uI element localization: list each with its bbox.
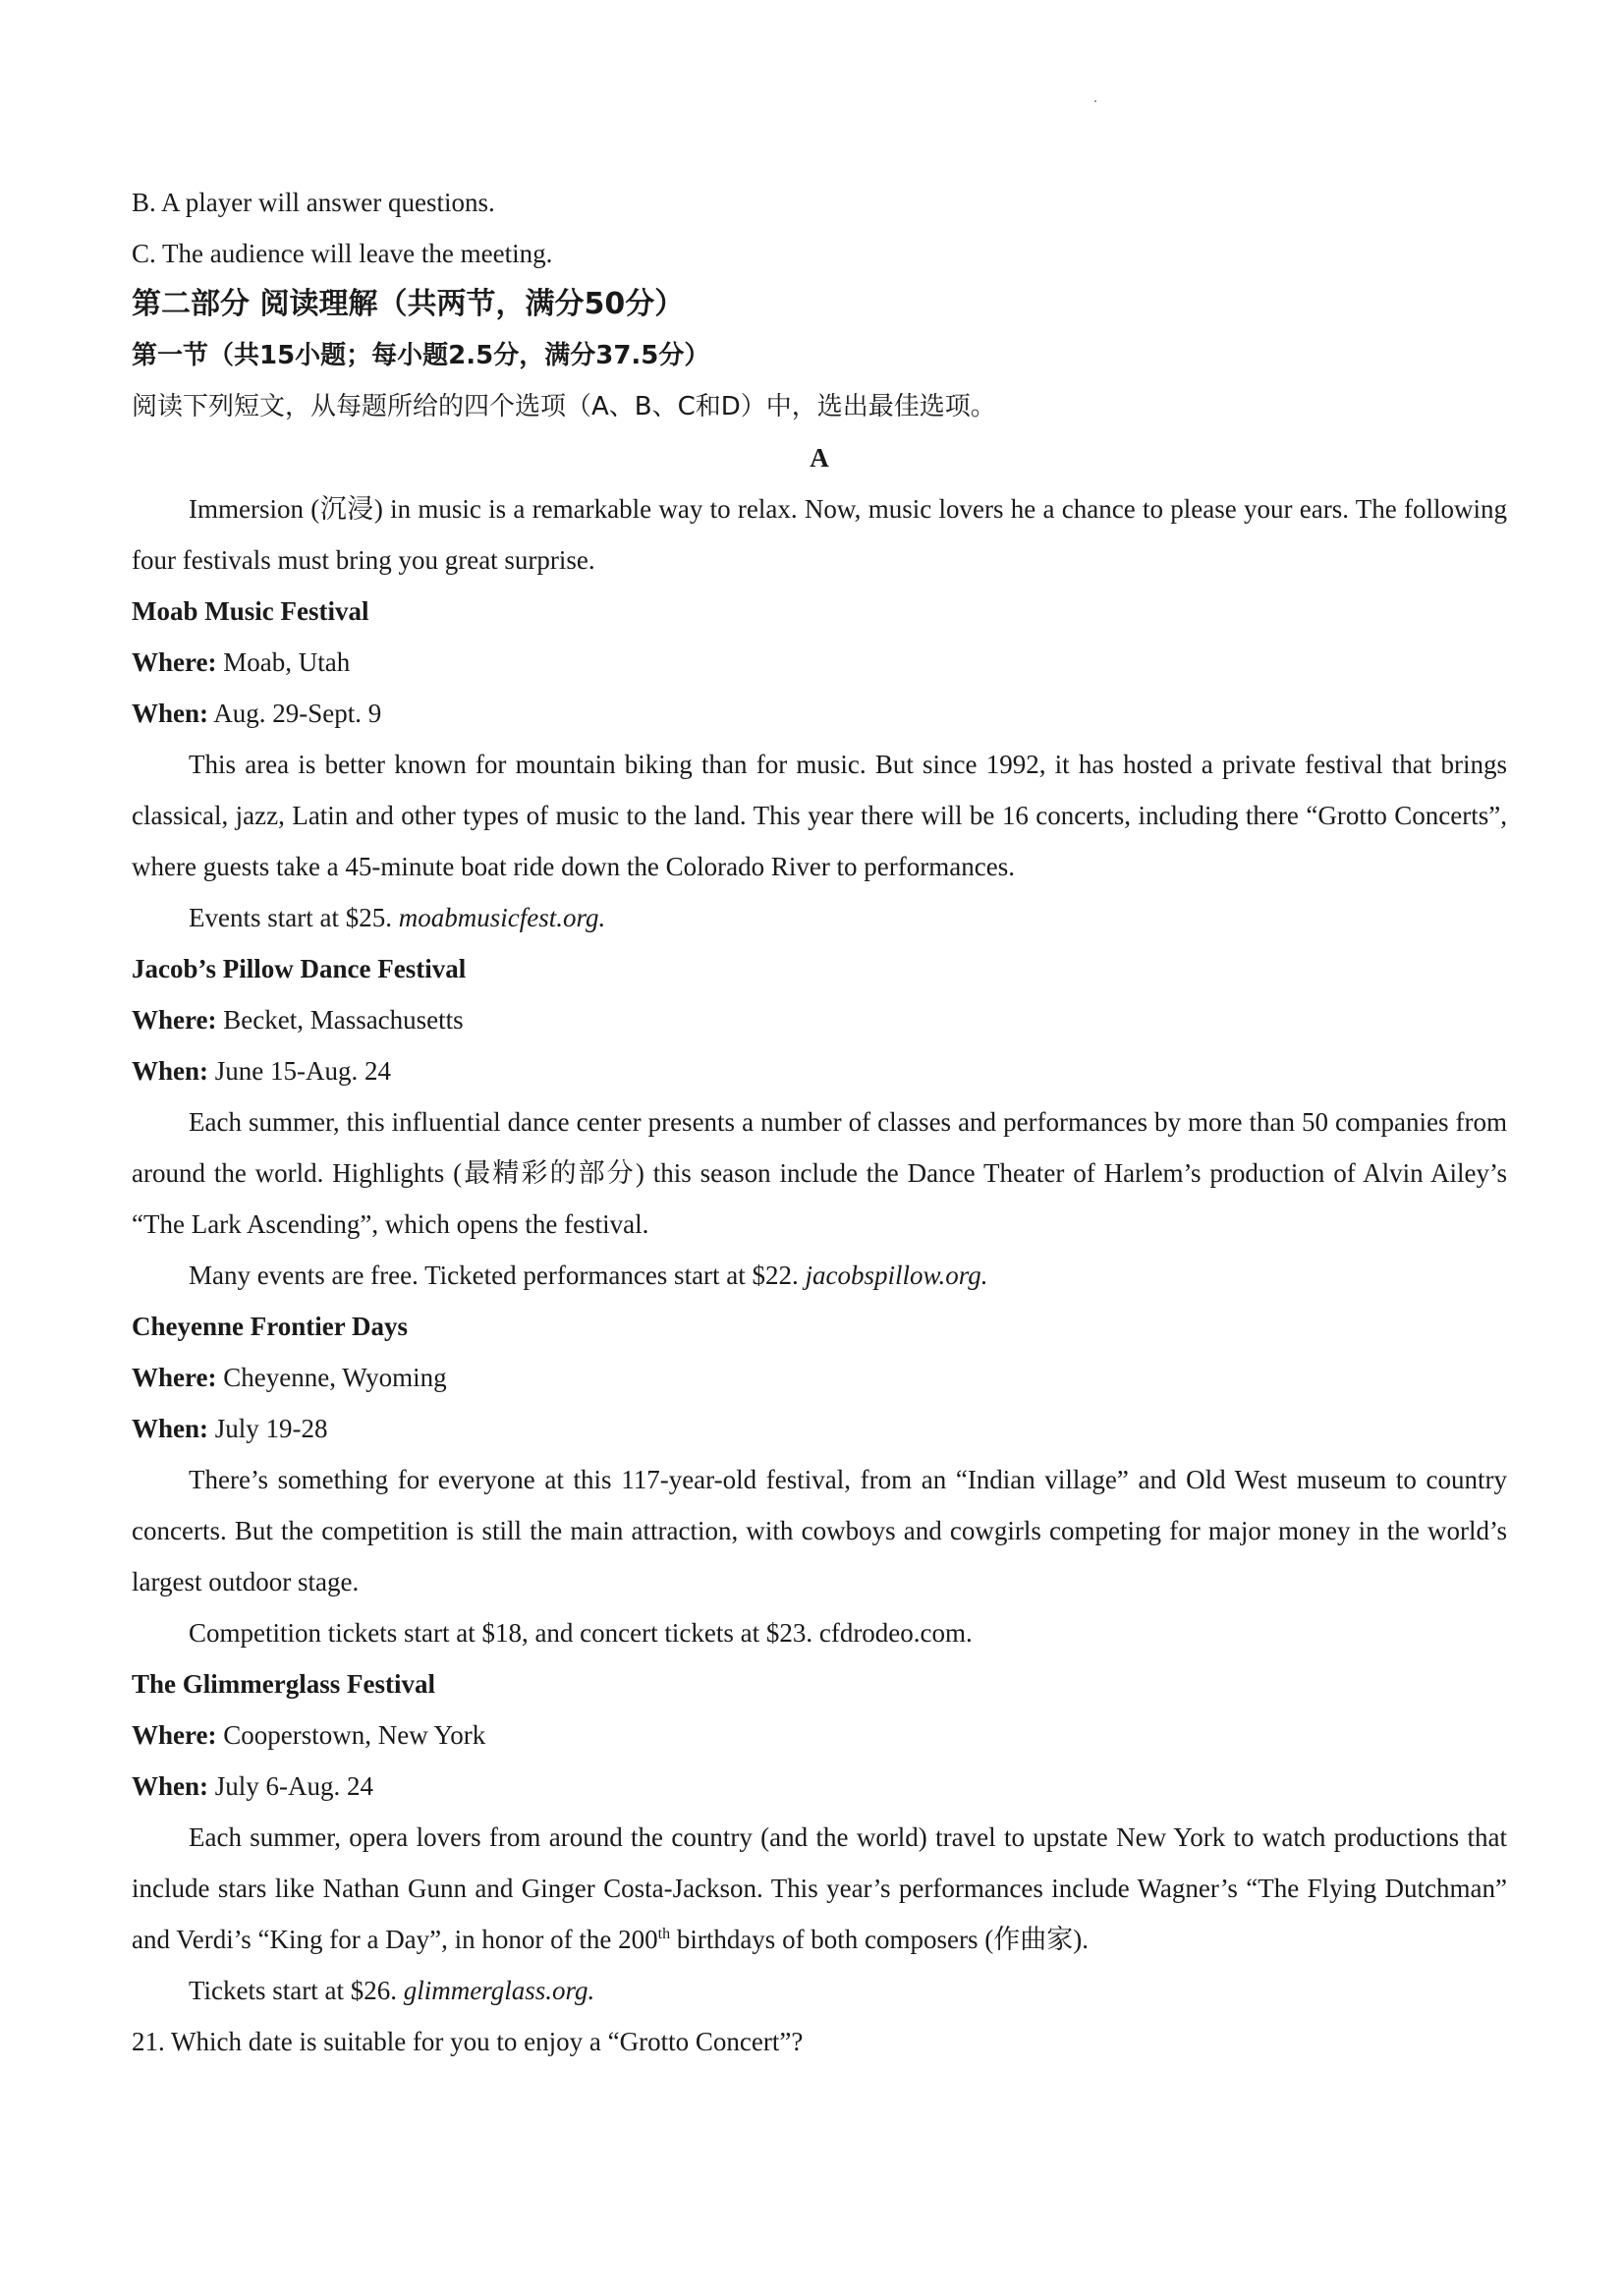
option-c: C. The audience will leave the meeting. <box>132 239 553 268</box>
festival-when <box>132 1403 1507 1454</box>
question-21: 21. Which date is suitable for you to enjoy a “Grotto Concert”? <box>132 2027 804 2056</box>
when-value: July 6-Aug. 24 <box>214 1771 374 1801</box>
festival-description: Each summer, this influential dance center presents a number of classes and performances by more than 50 companies from around the world. Highlights (最精彩的部分) this season include the Dance Theater of Harlem’s production of Alvin Ailey’s “The Lark Ascending”, which opens the festival. <box>132 1107 1507 1239</box>
part-two-heading: 第二部分 阅读理解（共两节，满分50分） <box>132 287 685 321</box>
ticket-info: Many events are free. Ticketed performances start at $22. <box>189 1260 799 1290</box>
festival-title: The Glimmerglass Festival <box>132 1669 435 1699</box>
festival-website: jacobspillow.org. <box>805 1260 988 1290</box>
festival-website: glimmerglass.org. <box>403 1976 595 2005</box>
festival-where <box>132 1709 1507 1761</box>
when-value: Aug. 29-Sept. 9 <box>213 699 382 728</box>
where-label: Where: <box>132 1005 217 1035</box>
section-one-heading: 第一节（共15小题；每小题2.5分，满分37.5分） <box>132 341 710 370</box>
festival-when <box>132 688 1507 739</box>
festival-title: Jacob’s Pillow Dance Festival <box>132 954 467 983</box>
festival-where <box>132 637 1507 688</box>
festival-when <box>132 1045 1507 1096</box>
festival-tickets <box>132 1607 1507 1658</box>
when-label: When: <box>132 1056 209 1086</box>
festival-tickets <box>132 892 1507 943</box>
when-label: When: <box>132 1771 209 1801</box>
festival-title: Cheyenne Frontier Days <box>132 1312 408 1341</box>
where-value: Cooperstown, New York <box>223 1720 486 1750</box>
when-value: July 19-28 <box>214 1414 328 1443</box>
passage-letter: A <box>810 443 829 473</box>
festival-tickets <box>132 1250 1507 1301</box>
when-label: When: <box>132 699 209 728</box>
option-b: B. A player will answer questions. <box>132 188 495 217</box>
passage-intro: Immersion (沉浸) in music is a remarkable way to relax. Now, music lovers he a chance to please your ears. The following four festivals must bring you great surprise. <box>132 494 1507 575</box>
ticket-info: Competition tickets start at $18, and concert tickets at $23. cfdrodeo.com. <box>189 1618 973 1648</box>
exam-page <box>132 177 1507 2067</box>
festival-website: moabmusicfest.org. <box>398 903 606 932</box>
reading-instruction: 阅读下列短文，从每题所给的四个选项（A、B、C和D）中，选出最佳选项。 <box>132 392 996 421</box>
festival-where <box>132 1352 1507 1403</box>
festival-when <box>132 1761 1507 1812</box>
festival-title: Moab Music Festival <box>132 596 369 626</box>
festival-description: There’s something for everyone at this 117-year-old festival, from an “Indian village” and Old West museum to country concerts. But the competition is still the main attraction, with cowboys and cowgirls competing for major money in the world’s largest outdoor stage. <box>132 1465 1507 1596</box>
ordinal-suffix: th <box>657 1926 671 1942</box>
description-text: Each summer, opera lovers from around the country (and the world) travel to upstate New York to watch productions that include stars like Nathan Gunn and Ginger Costa-Jackson. This year’s performances include Wagner’s “The Flying Dutchman” and Verdi’s “King for a Day”, in honor of the 200 <box>132 1822 1507 1954</box>
where-value: Cheyenne, Wyoming <box>223 1363 447 1392</box>
where-label: Where: <box>132 647 217 677</box>
festival-description: This area is better known for mountain biking than for music. But since 1992, it has hosted a private festival that brings classical, jazz, Latin and other types of music to the land. This year there will be 16 concerts, including there “Grotto Concerts”, where guests take a 45-minute boat ride down the Colorado River to performances. <box>132 750 1507 881</box>
where-label: Where: <box>132 1363 217 1392</box>
scan-speck <box>1094 100 1096 102</box>
ticket-info: Events start at $25. <box>189 903 392 932</box>
where-value: Moab, Utah <box>223 647 351 677</box>
festival-description <box>132 1812 1507 1965</box>
description-text-end: birthdays of both composers (作曲家). <box>670 1925 1090 1954</box>
where-value: Becket, Massachusetts <box>223 1005 464 1035</box>
where-label: Where: <box>132 1720 217 1750</box>
when-value: June 15-Aug. 24 <box>214 1056 391 1086</box>
ticket-info: Tickets start at $26. <box>189 1976 397 2005</box>
when-label: When: <box>132 1414 209 1443</box>
festival-where <box>132 994 1507 1045</box>
festival-tickets <box>132 1965 1507 2016</box>
